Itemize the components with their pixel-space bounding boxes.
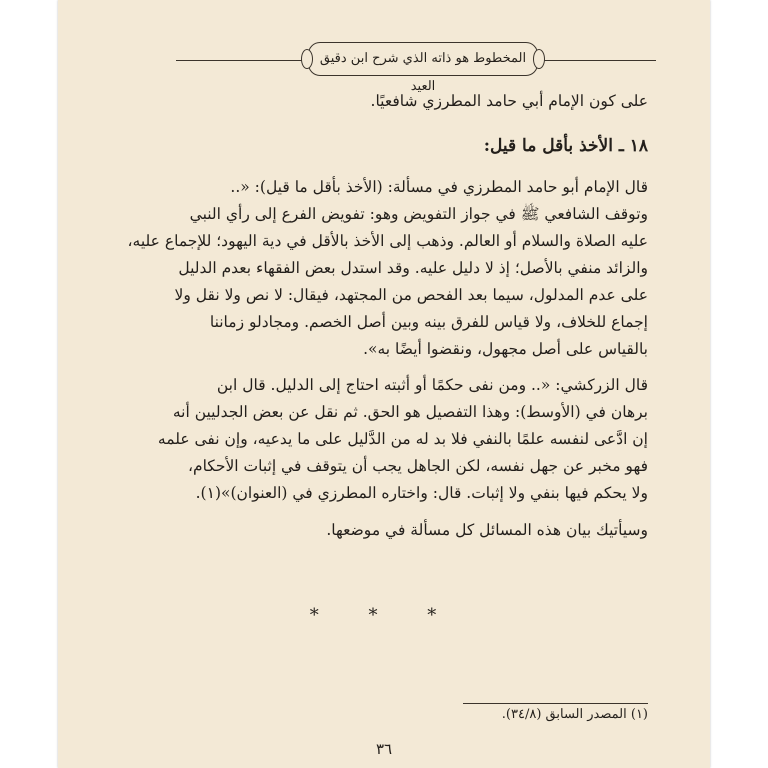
para1-line: قال الإمام أبو حامد المطرزي في مسألة: (الأخذ بأقل ما قيل): «..	[230, 178, 648, 196]
para1-line: على عدم المدلول، سيما بعد الفحص من المجتهد، فيقال: لا نص ولا نقل ولا	[174, 286, 648, 304]
para1-line: وتوقف الشافعي ﷺ في جواز التفويض وهو: تفويض الفرع إلى رأي النبي	[189, 205, 648, 223]
section-heading: ١٨ ـ الأخذ بأقل ما قيل:	[483, 136, 648, 156]
para1-line: إجماع للخلاف، ولا قياس للفرق بينه وبين أصل الخصم. ومجادلو زماننا	[209, 313, 648, 331]
paragraph-3: وسيأتيك بيان هذه المسائل كل مسألة في موضعها.	[326, 521, 648, 539]
para1-line: عليه الصلاة والسلام أو العالم. وذهب إلى الأخذ بالأقل في دية اليهود؛ للإجماع عليه،	[127, 232, 648, 250]
para2-line: ولا يحكم فيها بنفي ولا إثبات. قال: واختاره المطرزي في (العنوان)»(١).	[195, 484, 648, 502]
para2-line: قال الزركشي: «.. ومن نفى حكمًا أو أثبته احتاج إلى الدليل. قال ابن	[216, 376, 648, 394]
footnote: (١) المصدر السابق (٣٤/٨).	[501, 707, 648, 722]
book-page	[58, 0, 710, 768]
para1-line: بالقياس على أصل مجهول، ونقضوا أيضًا به».	[363, 340, 648, 358]
page-number: ٣٦	[375, 740, 393, 758]
section-separator: * * *	[309, 605, 459, 626]
para2-line: فهو مخبر عن جهل نفسه، لكن الجاهل يجب أن يتوقف في إثبات الأحكام،	[187, 457, 648, 475]
para1-line: والزائد منفي بالأصل؛ إذ لا دليل عليه. وقد استدل بعض الفقهاء بعدم الدليل	[178, 259, 648, 277]
running-title: المخطوط هو ذاته الذي شرح ابن دقيق العيد	[319, 51, 527, 94]
intro-line: على كون الإمام أبي حامد المطرزي شافعيًا.	[370, 92, 648, 110]
footnote-rule	[463, 703, 648, 704]
para2-line: برهان في (الأوسط): وهذا التفصيل هو الحق. ثم نقل عن بعض الجدليين أنه	[172, 403, 648, 421]
para2-line: إن ادَّعى لنفسه علمًا بالنفي فلا بد له من الدَّليل على ما يدعيه، وإن نفى علمه	[157, 430, 648, 448]
